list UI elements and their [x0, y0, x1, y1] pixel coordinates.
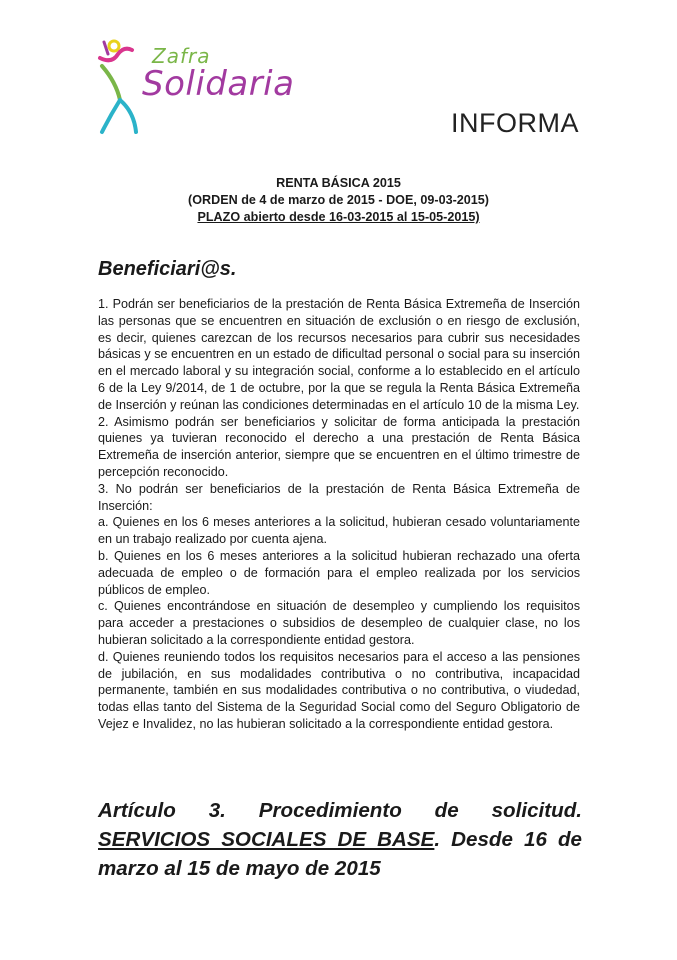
title-line-3: PLAZO abierto desde 16-03-2015 al 15-05-2015) [197, 210, 480, 224]
section-title: Beneficiari@s. [98, 258, 237, 280]
logo-text-zafra: Zafra [152, 44, 211, 68]
paragraph-2: 2. Asimismo podrán ser beneficiarios y solicitar de forma anticipada la prestación quienes ya tuvieran reconocido el derecho a una prestación de Renta Básica Extremeña de inserción anterior, siempre que se encuentren en el último trimestre de percepción reconocido. [98, 414, 580, 479]
article-part-1: Artículo 3. Procedimiento de solicitud. [98, 799, 582, 822]
paragraph-b: b. Quienes en los 6 meses anteriores a la solicitud hubieran rechazado una oferta adecuada de empleo o de formación para el empleo realizada por los servicios públicos de empleo. [98, 548, 580, 597]
paragraph-3: 3. No podrán ser beneficiarios de la prestación de Renta Básica Extremeña de Inserción: [98, 481, 580, 513]
zafra-solidaria-logo [92, 36, 295, 136]
paragraph-a: a. Quienes en los 6 meses anteriores a la solicitud, hubieran cesado voluntariamente en un trabajo realizado por cuenta ajena. [98, 515, 580, 547]
paragraph-1: 1. Podrán ser beneficiarios de la prestación de Renta Básica Extremeña de Inserción las personas que se encuentren en situación de exclusión o en riesgo de exclusión, es decir, quienes carezcan de los recursos necesarios para cubrir sus necesidades básicas y se encuentren en un estado de dificultad personal o social para su inserción en el mercado laboral y su integración social, conforme a lo establecido en el artículo 6 de la Ley 9/2014, de 1 de octubre, por la que se regula la Renta Básica Extremeña de Inserción y reúnan las condiciones determinadas en el artículo 10 de la misma Ley. [98, 297, 580, 412]
paragraph-d: d. Quienes reuniendo todos los requisitos necesarios para el acceso a las pensiones de jubilación, en sus modalidades contributiva o no contributiva, incapacidad permanente, también en sus modalidades contributiva o no contributiva, o viudedad, todas ellas tanto del Sistema de la Seguridad Social como del Seguro Obligatorio de Vejez e Invalidez, no las hubieran solicitado a la correspondiente entidad gestora. [98, 649, 580, 731]
article-part-3: . Desde 16 de marzo al 15 de mayo de 2015 [98, 828, 582, 880]
article-part-2: SERVICIOS SOCIALES DE BASE [98, 828, 435, 851]
title-block [0, 175, 677, 226]
paragraph-c: c. Quienes encontrándose en situación de desempleo y cumpliendo los requisitos para acceder a prestaciones o subsidios de desempleo de cualquier clase, no los hubieran solicitado a la correspondiente entidad gestora. [98, 599, 580, 647]
title-line-2: (ORDEN de 4 de marzo de 2015 - DOE, 09-03-2015) [188, 193, 489, 207]
body-text [98, 296, 580, 733]
logo-text-solidaria: Solidaria [142, 64, 295, 104]
title-line-1: RENTA BÁSICA 2015 [276, 176, 401, 190]
article-heading [98, 796, 582, 883]
informa-heading: INFORMA [451, 108, 579, 138]
